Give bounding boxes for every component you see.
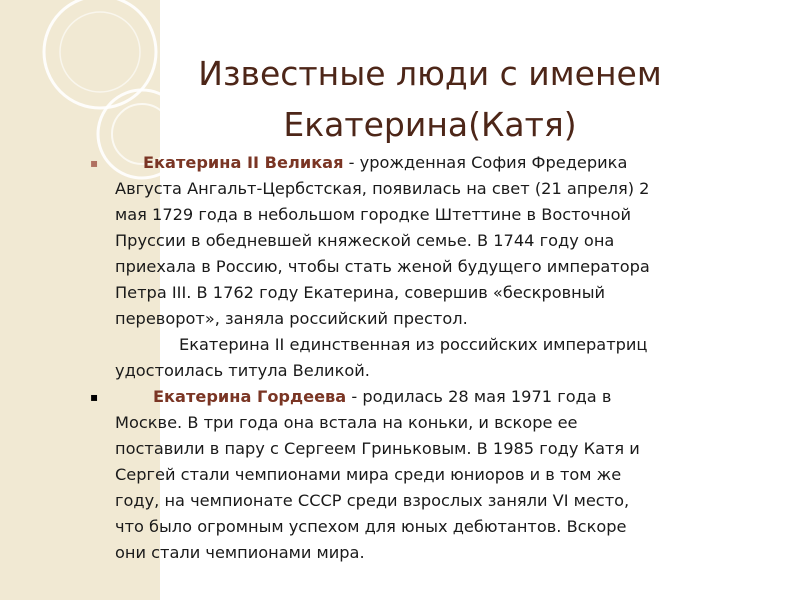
entry-line: удостоилась титула Великой.	[115, 361, 370, 380]
entry-line: они стали чемпионами мира.	[115, 543, 365, 562]
page-title	[170, 48, 690, 150]
person-name: Екатерина II Великая	[143, 153, 344, 172]
title-line-1: Известные люди с именем	[198, 54, 662, 94]
entry-line: году, на чемпионате СССР среди взрослых заняли VI место,	[115, 491, 630, 510]
title-line-2: Екатерина(Катя)	[283, 105, 577, 145]
entry-line: Екатерина II единственная из российских императриц	[179, 335, 648, 354]
entry-ekaterina-gordeeva	[90, 384, 715, 566]
entry-line: Августа Ангальт-Цербстская, появилась на свет (21 апреля) 2	[115, 179, 650, 198]
entry-line: переворот», заняла российский престол.	[115, 309, 468, 328]
bullet-icon: ▪	[90, 156, 99, 170]
entry-text: - родилась 28 мая 1971 года в	[346, 387, 612, 406]
entry-line: Сергей стали чемпионами мира среди юниоров и в том же	[115, 465, 622, 484]
entry-line: Пруссии в обедневшей княжеской семье. В 1744 году она	[115, 231, 615, 250]
bullet-icon: ▪	[90, 390, 99, 404]
entry-text: - урожденная София Фредерика	[343, 153, 628, 172]
entry-line: Москве. В три года она встала на коньки, и вскоре ее	[115, 413, 578, 432]
entry-line: Петра III. В 1762 году Екатерина, совершив «бескровный	[115, 283, 606, 302]
person-name: Екатерина Гордеева	[153, 387, 347, 406]
entry-line: приехала в Россию, чтобы стать женой будущего императора	[115, 257, 650, 276]
entry-line: поставили в пару с Сергеем Гриньковым. В 1985 году Катя и	[115, 439, 640, 458]
entry-catherine-the-great	[90, 150, 715, 384]
entry-line: что было огромным успехом для юных дебютантов. Вскоре	[115, 517, 627, 536]
entry-first-line	[115, 384, 715, 410]
entry-line: мая 1729 года в небольшом городке Штеттине в Восточной	[115, 205, 632, 224]
entry-first-line	[115, 150, 715, 176]
content-body	[90, 150, 715, 566]
